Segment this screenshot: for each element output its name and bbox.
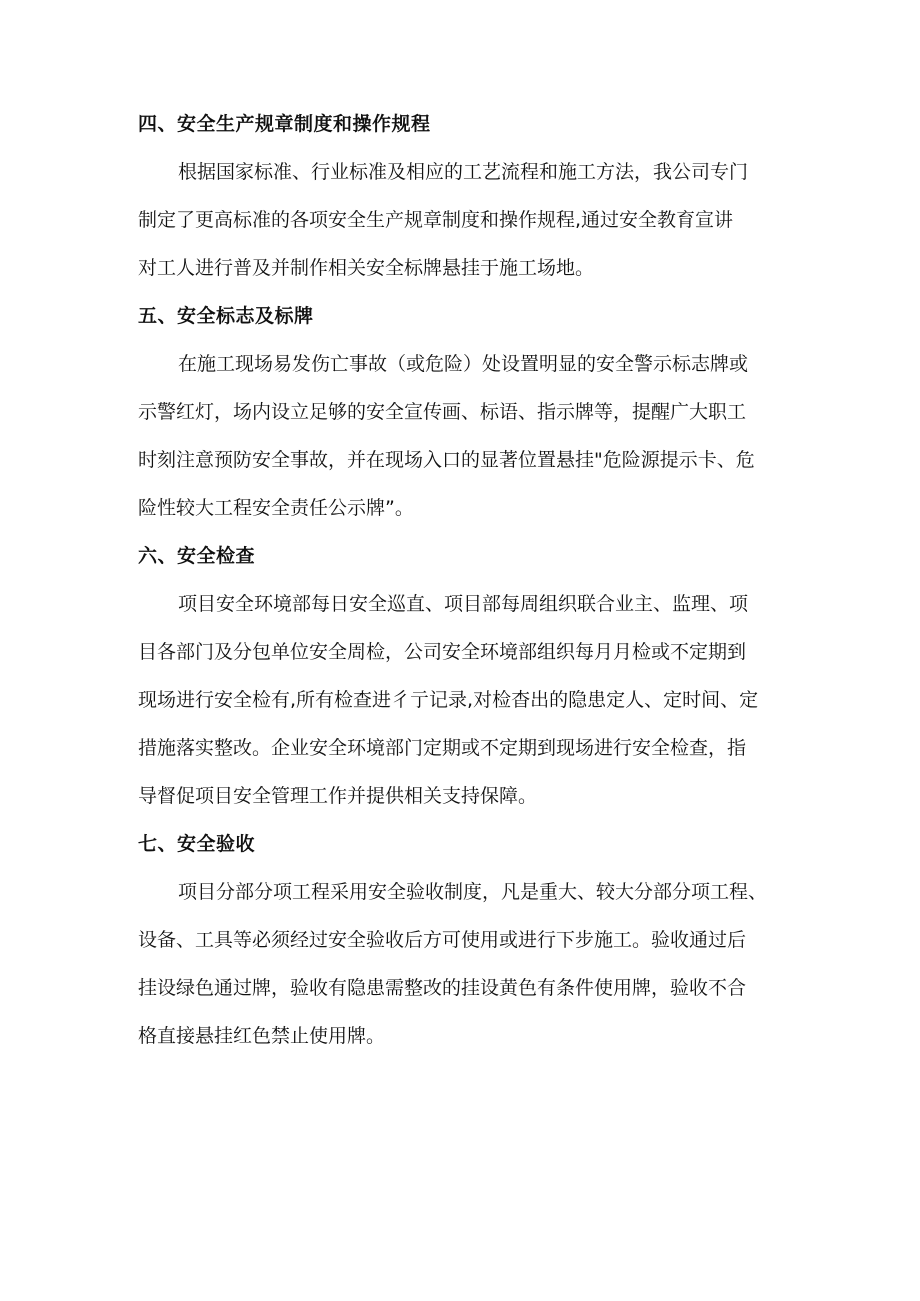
section-heading-5: 五、安全标志及标牌 bbox=[138, 305, 314, 327]
section-heading-4: 四、安全生产规章制度和操作规程 bbox=[138, 113, 431, 135]
paragraph-line: 制定了更高标准的各项安全生产规章制度和操作规程,通过安全教育宣讲 bbox=[138, 209, 734, 231]
paragraph-line: 在施工现场易发伤亡事故（或危险）处设置明显的安全警示标志牌或 bbox=[178, 353, 749, 375]
paragraph-line: 格直接悬挂红色禁止使用牌。 bbox=[138, 1025, 386, 1047]
paragraph-line: 项目安全环境部每日安全巡直、项目部每周组织联合业主、监理、项 bbox=[178, 593, 749, 615]
paragraph-line: 导督促项目安全管理工作并提供相关支持保障。 bbox=[138, 785, 538, 807]
paragraph-line: 措施落实整改。企业安全环境部门定期或不定期到现场进行安全检查，指 bbox=[138, 737, 747, 759]
paragraph-line: 险性较大工程安全责任公示牌”。 bbox=[138, 497, 414, 519]
paragraph-line: 对工人进行普及并制作相关安全标牌悬挂于施工场地。 bbox=[138, 257, 595, 279]
paragraph-line: 挂设绿色通过牌，验收有隐患需整改的挂设黄色有条件使用牌，验收不合 bbox=[138, 977, 747, 999]
paragraph-line: 现场进行安全检有,所有检查进彳亍记录,对检杳出的隐患定人、定时间、定 bbox=[138, 689, 759, 711]
section-heading-6: 六、安全检查 bbox=[138, 545, 256, 567]
paragraph-line: 时刻注意预防安全事故，并在现场入口的显著位置悬挂"危险源提示卡、危 bbox=[138, 449, 755, 471]
paragraph-line: 设备、工具等必须经过安全验收后方可使用或进行下步施工。验收通过后 bbox=[138, 929, 747, 951]
paragraph-line: 目各部门及分包单位安全周检，公司安全环境部组织每月月检或不定期到 bbox=[138, 641, 747, 663]
paragraph-line: 项目分部分项工程采用安全验收制度，凡是重大、较大分部分项工程、 bbox=[178, 881, 768, 903]
paragraph-line: 根据国家标准、行业标准及相应的工艺流程和施工方法，我公司专门 bbox=[178, 161, 749, 183]
paragraph-line: 示警红灯，场内设立足够的安全宣传画、标语、指示牌等，提醒广大职工 bbox=[138, 401, 747, 423]
section-heading-7: 七、安全验收 bbox=[138, 833, 256, 855]
